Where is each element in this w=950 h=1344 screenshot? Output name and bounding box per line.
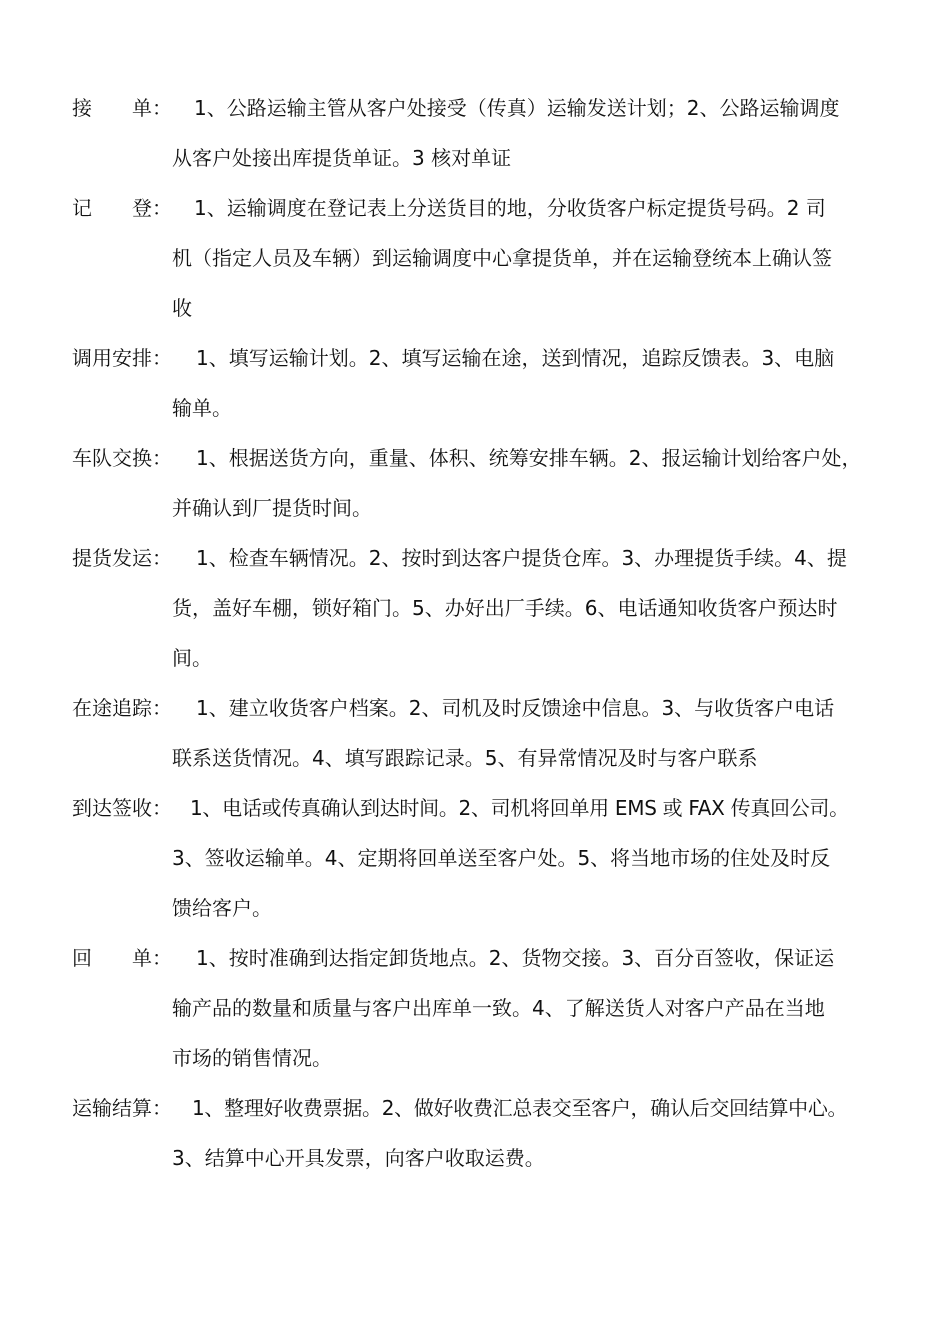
entry-term: 运输结算：	[72, 1096, 172, 1120]
description-line: 并确认到厂提货时间。	[172, 496, 372, 520]
description-line: 馈给客户。	[172, 896, 272, 920]
description-line: 1、整理好收费票据。2、做好收费汇总表交至客户，确认后交回结算中心。	[192, 1096, 848, 1120]
description-line: 输产品的数量和质量与客户出库单一致。4、了解送货人对客户产品在当地	[172, 996, 825, 1020]
entry-description	[172, 946, 932, 1096]
entry-description	[172, 196, 930, 346]
entry-description	[172, 1096, 928, 1196]
entry-term: 回 单：	[72, 946, 172, 970]
description-line: 输单。	[172, 396, 232, 420]
entry-term: 提货发运：	[72, 546, 172, 570]
description-line: 1、公路运输主管从客户处接受（传真）运输发送计划；2、公路运输调度	[194, 96, 840, 120]
entry-term: 调用安排：	[72, 346, 172, 370]
description-line: 1、按时准确到达指定卸货地点。2、货物交接。3、百分百签收，保证运	[196, 946, 835, 970]
entry-term: 在途追踪：	[72, 696, 172, 720]
description-line: 机（指定人员及车辆）到运输调度中心拿提货单，并在运输登统本上确认签	[172, 246, 832, 270]
description-line: 间。	[172, 646, 212, 670]
entry-description	[172, 796, 926, 946]
description-line: 收	[172, 296, 192, 320]
description-line: 3、结算中心开具发票，向客户收取运费。	[172, 1146, 545, 1170]
description-line: 1、电话或传真确认到达时间。2、司机将回单用 EMS 或 FAX 传真回公司。	[190, 796, 849, 820]
entry-description	[172, 696, 932, 796]
description-line: 1、填写运输计划。2、填写运输在途，送到情况，追踪反馈表。3、电脑	[196, 346, 835, 370]
description-line: 3、签收运输单。4、定期将回单送至客户处。5、将当地市场的住处及时反	[172, 846, 831, 870]
description-line: 1、运输调度在登记表上分送货目的地，分收货客户标定提货号码。2 司	[194, 196, 826, 220]
entry-description	[172, 346, 932, 446]
description-line: 从客户处接出库提货单证。3 核对单证	[172, 146, 512, 170]
description-line: 市场的销售情况。	[172, 1046, 332, 1070]
entry-term: 车队交换：	[72, 446, 172, 470]
entry-term: 到达签收：	[72, 796, 172, 820]
description-line: 联系送货情况。4、填写跟踪记录。5、有异常情况及时与客户联系	[172, 746, 758, 770]
entry-term: 记 登：	[72, 196, 172, 220]
entry-description	[172, 96, 930, 196]
description-line: 货，盖好车棚，锁好箱门。5、办好出厂手续。6、电话通知收货客户预达时	[172, 596, 838, 620]
entry-description	[172, 546, 932, 696]
description-line: 1、建立收货客户档案。2、司机及时反馈途中信息。3、与收货客户电话	[196, 696, 835, 720]
description-line: 1、根据送货方向，重量、体积、统筹安排车辆。2、报运输计划给客户处，	[196, 446, 862, 470]
entry-description	[172, 446, 932, 546]
entry-term: 接 单：	[72, 96, 172, 120]
description-line: 1、检查车辆情况。2、按时到达客户提货仓库。3、办理提货手续。4、提	[196, 546, 847, 570]
